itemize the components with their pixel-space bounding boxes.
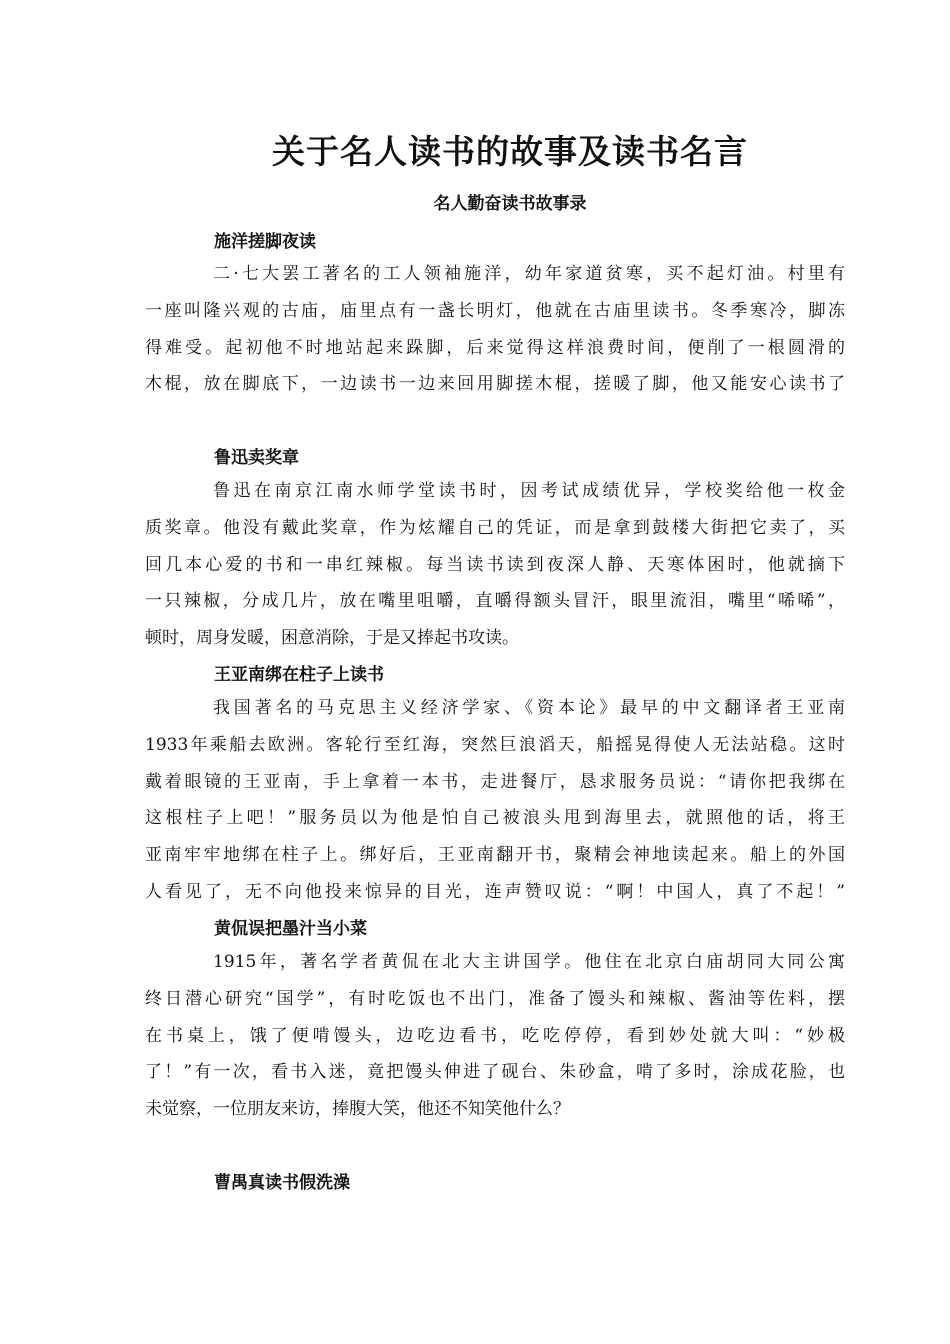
paragraph-line: 戴着眼镜的王亚南，手上拿着一本书，走进餐厅，恳求服务员说：“请你把我绑在 [145,771,845,792]
paragraph-line: 1933年乘船去欧洲。客轮行至红海，突然巨浪滔天，船摇晃得使人无法站稳。这时 [145,734,845,755]
paragraph-line: 二·七大罢工著名的工人领袖施洋，幼年家道贫寒，买不起灯油。村里有 [213,264,845,284]
story-paragraph-wang-yanan [145,690,845,911]
paragraph-line: 未觉察，一位朋友来访，捧腹大笑，他还不知笑他什么？ [145,1099,570,1120]
story-heading-huang-kan: 黄侃误把墨汁当小菜 [214,919,367,939]
document-title: 关于名人读书的故事及读书名言 [272,132,748,171]
paragraph-line: 顿时，周身发暖，困意消除，于是又捧起书攻读。 [145,628,519,649]
paragraph-line: 回几本心爱的书和一串红辣椒。每当读书读到夜深人静、天寒体困时，他就摘下 [145,554,845,575]
paragraph-line: 亚南牢牢地绑在柱子上。绑好后，王亚南翻开书，聚精会神地读起来。船上的外国 [145,845,845,866]
story-paragraph-huang-kan [145,944,845,1128]
paragraph-line: 我国著名的马克思主义经济学家、《资本论》最早的中文翻译者王亚南 [213,698,845,718]
paragraph-line: 鲁迅在南京江南水师学堂读书时，因考试成绩优异，学校奖给他一枚金 [213,481,845,501]
paragraph-line: 终日潜心研究“国学”，有时吃饭也不出门，准备了馒头和辣椒、酱油等佐料，摆 [145,988,845,1009]
paragraph-line: 一座叫隆兴观的古庙，庙里点有一盏长明灯，他就在古庙里读书。冬季寒冷，脚冻 [145,300,845,321]
paragraph-line: 了！”有一次，看书入迷，竟把馒头伸进了砚台、朱砂盒，啃了多时，涂成花脸，也 [145,1062,845,1083]
story-heading-cao-yu: 曹禺真读书假洗澡 [214,1173,350,1193]
document-subtitle: 名人勤奋读书故事录 [433,194,587,214]
paragraph-line: 人看见了，无不向他投来惊异的目光，连声赞叹说：“啊！中国人，真了不起！” [145,881,845,902]
story-heading-lu-xun: 鲁迅卖奖章 [214,448,299,468]
paragraph-line: 木棍，放在脚底下，一边读书一边来回用脚搓木棍，搓暖了脚，他又能安心读书了 [145,374,845,395]
paragraph-line: 质奖章。他没有戴此奖章，作为炫耀自己的凭证，而是拿到鼓楼大街把它卖了，买 [145,517,845,538]
paragraph-line: 这根柱子上吧！”服务员以为他是怕自己被浪头甩到海里去，就照他的话，将王 [145,808,845,829]
paragraph-line: 1915年，著名学者黄侃在北大主讲国学。他住在北京白庙胡同大同公寓 [213,952,845,972]
story-heading-shi-yang: 施洋搓脚夜读 [214,232,316,252]
story-heading-wang-yanan: 王亚南绑在柱子上读书 [214,665,384,685]
paragraph-line: 得难受。起初他不时地站起来跺脚，后来觉得这样浪费时间，便削了一根圆滑的 [145,337,845,358]
paragraph-line: 在书桌上，饿了便啃馒头，边吃边看书，吃吃停停，看到妙处就大叫：“妙极 [145,1025,845,1046]
story-paragraph-shi-yang [145,256,845,403]
story-paragraph-lu-xun [145,473,845,657]
paragraph-line: 一只辣椒，分成几片，放在嘴里咀嚼，直嚼得额头冒汗，眼里流泪，嘴里“唏唏”， [145,591,845,612]
